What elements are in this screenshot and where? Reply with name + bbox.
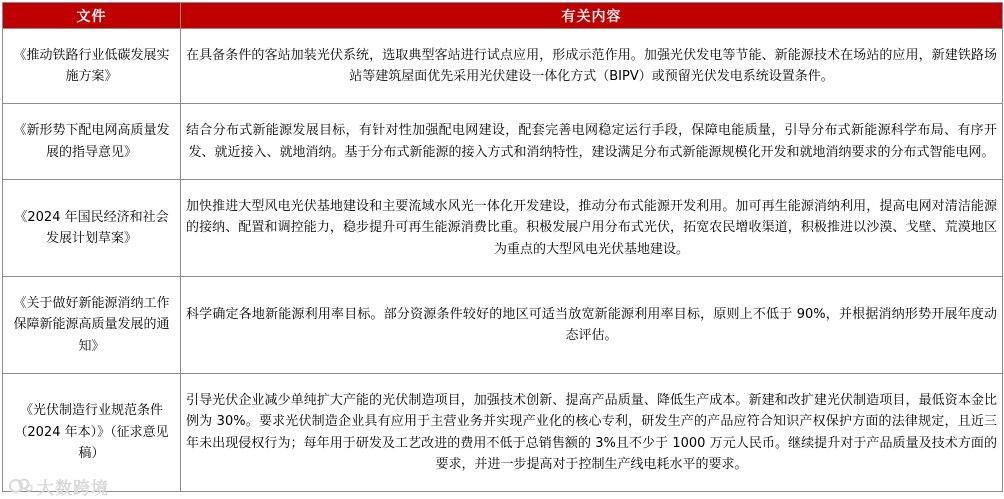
content-cell: 引导光伏企业减少单纯扩大产能的光伏制造项目，加强技术创新、提高产品质量、降低生产成本。新建和改扩建光伏制造项目，最低资本金比例为 30%。要求光伏制造企业具有应用于主营业务并实现产业化的核心专利，研发生产的产品应符合知识产权保护方面的法律规定，且近三年未出现侵权行为；每年用于研发及工艺改进的费用不低于总销售额的 3%且不少于 1000 万元人民币。继续提升对于产品质量及技术方面的要求，并进一步提高对于控制生产线电耗水平的要求。 <box>181 374 1003 492</box>
header-document: 文件 <box>3 3 181 29</box>
header-content: 有关内容 <box>181 3 1003 29</box>
table-row <box>3 104 1003 180</box>
content-cell: 结合分布式新能源发展目标，有针对性加强配电网建设，配套完善电网稳定运行手段，保障电能质量，引导分布式新能源科学布局、有序开发、就近接入、就地消纳。基于分布式新能源的接入方式和消纳特性，建设满足分布式新能源规模化开发和就地消纳要求的分布式智能电网。 <box>181 104 1003 180</box>
document-cell: 《关于做好新能源消纳工作 保障新能源高质量发展的通知》 <box>3 277 181 374</box>
document-cell: 《光伏制造行业规范条件（2024 年本）》（征求意见稿） <box>3 374 181 492</box>
table-row <box>3 374 1003 492</box>
document-cell: 《推动铁路行业低碳发展实施方案》 <box>3 29 181 104</box>
table-row <box>3 29 1003 104</box>
table-header-row <box>3 3 1003 29</box>
content-cell: 加快推进大型风电光伏基地建设和主要流域水风光一体化开发建设，推动分布式能源开发利用。加可再生能源消纳利用，提高电网对清洁能源的接纳、配置和调控能力，稳步提升可再生能源消费比重。积极发展户用分布式光伏，拓宽农民增收渠道，积极推进以沙漠、戈壁、荒漠地区为重点的大型风电光伏基地建设。 <box>181 180 1003 277</box>
watermark-text: 大数跨境 <box>37 478 109 499</box>
table-row <box>3 180 1003 277</box>
content-cell: 在具备条件的客站加装光伏系统，选取典型客站进行试点应用，形成示范作用。加强光伏发电等节能、新能源技术在场站的应用，新建铁路场站等建筑屋面优先采用光伏建设一体化方式（BIPV）或预留光伏发电系统设置条件。 <box>181 29 1003 104</box>
document-cell: 《新形势下配电网高质量发展的指导意见》 <box>3 104 181 180</box>
content-cell: 科学确定各地新能源利用率目标。部分资源条件较好的地区可适当放宽新能源利用率目标，原则上不低于 90%，并根据消纳形势开展年度动态评估。 <box>181 277 1003 374</box>
document-cell: 《2024 年国民经济和社会发展计划草案》 <box>3 180 181 277</box>
table-row <box>3 277 1003 374</box>
policy-table <box>2 2 1003 492</box>
